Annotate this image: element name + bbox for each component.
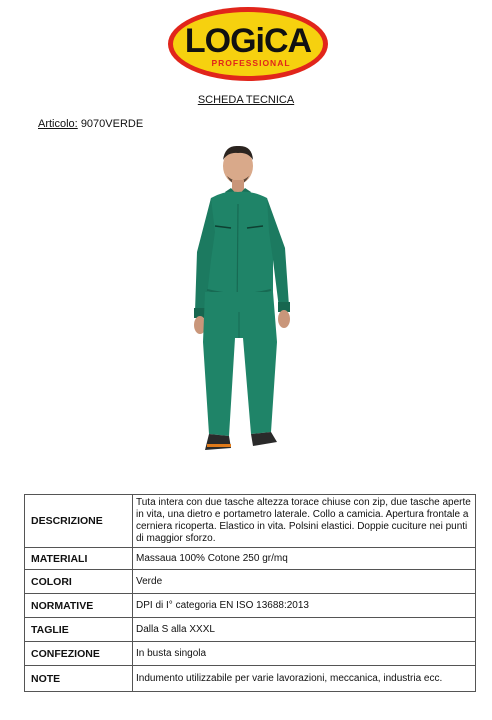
article-line: [38, 118, 143, 130]
spec-value: Massaua 100% Cotone 250 gr/mq: [133, 548, 476, 570]
spec-key: NOTE: [25, 666, 133, 692]
spec-key: MATERIALI: [25, 548, 133, 570]
spec-value: In busta singola: [133, 642, 476, 666]
spec-key: CONFEZIONE: [25, 642, 133, 666]
spec-key: NORMATIVE: [25, 594, 133, 618]
spec-row-materiali: [25, 548, 476, 570]
brand-logo: [167, 6, 329, 82]
coverall-figure-image: [185, 142, 325, 482]
spec-row-normative: [25, 594, 476, 618]
sheet-title: SCHEDA TECNICA: [197, 94, 295, 106]
specs-table: [24, 494, 476, 692]
spec-row-taglie: [25, 618, 476, 642]
logo-tagline-text: PROFESSIONAL: [211, 58, 291, 68]
spec-value: Dalla S alla XXXL: [133, 618, 476, 642]
spec-value: Tuta intera con due tasche altezza torace chiuse con zip, due tasche aperte in vita, una dietro e portametro laterale. Collo a camicia. Apertura frontale a cerniera ricoperta. Elastico in vita. Polsini elastici. Doppie cuciture nei punti di maggior sforzo.: [133, 495, 476, 548]
spec-key: COLORI: [25, 570, 133, 594]
spec-key: DESCRIZIONE: [25, 495, 133, 548]
spec-value: Verde: [133, 570, 476, 594]
article-label: Articolo:: [38, 118, 78, 130]
logica-logo-graphic: [167, 6, 329, 82]
spec-row-confezione: [25, 642, 476, 666]
spec-value: Indumento utilizzabile per varie lavorazioni, meccanica, industria ecc.: [133, 666, 476, 692]
article-code: 9070VERDE: [80, 118, 144, 130]
spec-row-descrizione: [25, 495, 476, 548]
spec-row-note: [25, 666, 476, 692]
product-photo: [185, 142, 325, 482]
spec-key: TAGLIE: [25, 618, 133, 642]
spec-value: DPI di I° categoria EN ISO 13688:2013: [133, 594, 476, 618]
logo-brand-text: LOGiCA: [184, 22, 312, 60]
spec-row-colori: [25, 570, 476, 594]
